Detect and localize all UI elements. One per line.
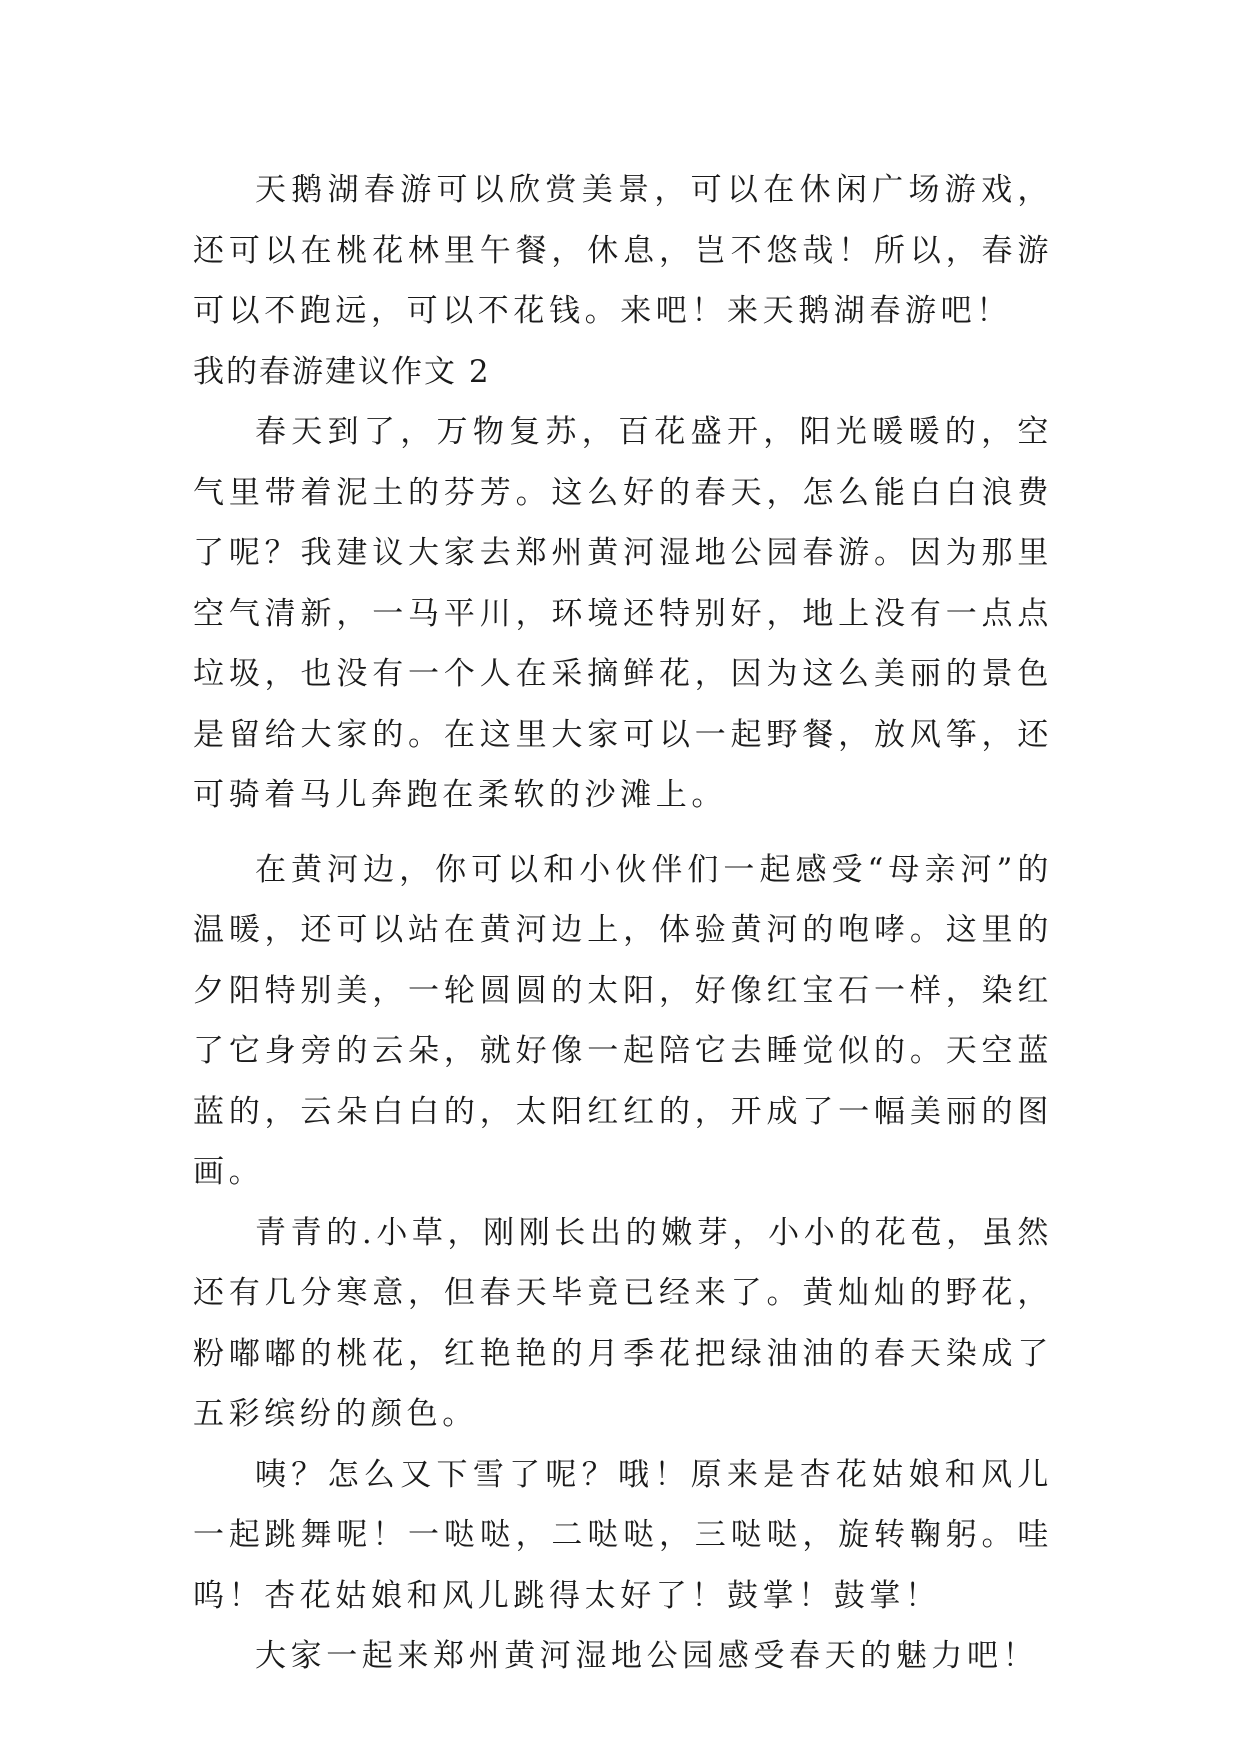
paragraph-1: 天鹅湖春游可以欣赏美景，可以在休闲广场游戏，还可以在桃花林里午餐，休息，岂不悠哉！所以，春游可以不跑远，可以不花钱。来吧！来天鹅湖春游吧！ xyxy=(193,172,1053,329)
paragraph-4: 青青的.小草，刚刚长出的嫩芽，小小的花苞，虽然还有几分寒意，但春天毕竟已经来了。黄灿灿的野花，粉嘟嘟的桃花，红艳艳的月季花把绿油油的春天染成了五彩缤纷的颜色。 xyxy=(193,1214,1053,1432)
paragraph-spacer xyxy=(193,826,1053,840)
section-title: 我的春游建议作文 2 xyxy=(193,353,491,390)
document-body xyxy=(193,160,1053,1687)
paragraph-5: 咦？怎么又下雪了呢？哦！原来是杏花姑娘和风儿一起跳舞呢！一哒哒，二哒哒，三哒哒，旋转鞠躬。哇呜！杏花姑娘和风儿跳得太好了！鼓掌！鼓掌！ xyxy=(193,1456,1053,1614)
paragraph-2: 春天到了，万物复苏，百花盛开，阳光暖暖的，空气里带着泥土的芬芳。这么好的春天，怎么能白白浪费了呢？我建议大家去郑州黄河湿地公园春游。因为那里空气清新，一马平川，环境还特别好，地上没有一点点垃圾，也没有一个人在采摘鲜花，因为这么美丽的景色是留给大家的。在这里大家可以一起野餐，放风筝，还可骑着马儿奔跑在柔软的沙滩上。 xyxy=(193,414,1053,813)
paragraph-3: 在黄河边，你可以和小伙伴们一起感受“母亲河”的温暖，还可以站在黄河边上，体验黄河的咆哮。这里的夕阳特别美，一轮圆圆的太阳，好像红宝石一样，染红了它身旁的云朵，就好像一起陪它去睡觉似的。天空蓝蓝的，云朵白白的，太阳红红的，开成了一幅美丽的图画。 xyxy=(193,851,1053,1190)
paragraph-6: 大家一起来郑州黄河湿地公园感受春天的魅力吧！ xyxy=(255,1638,1039,1674)
